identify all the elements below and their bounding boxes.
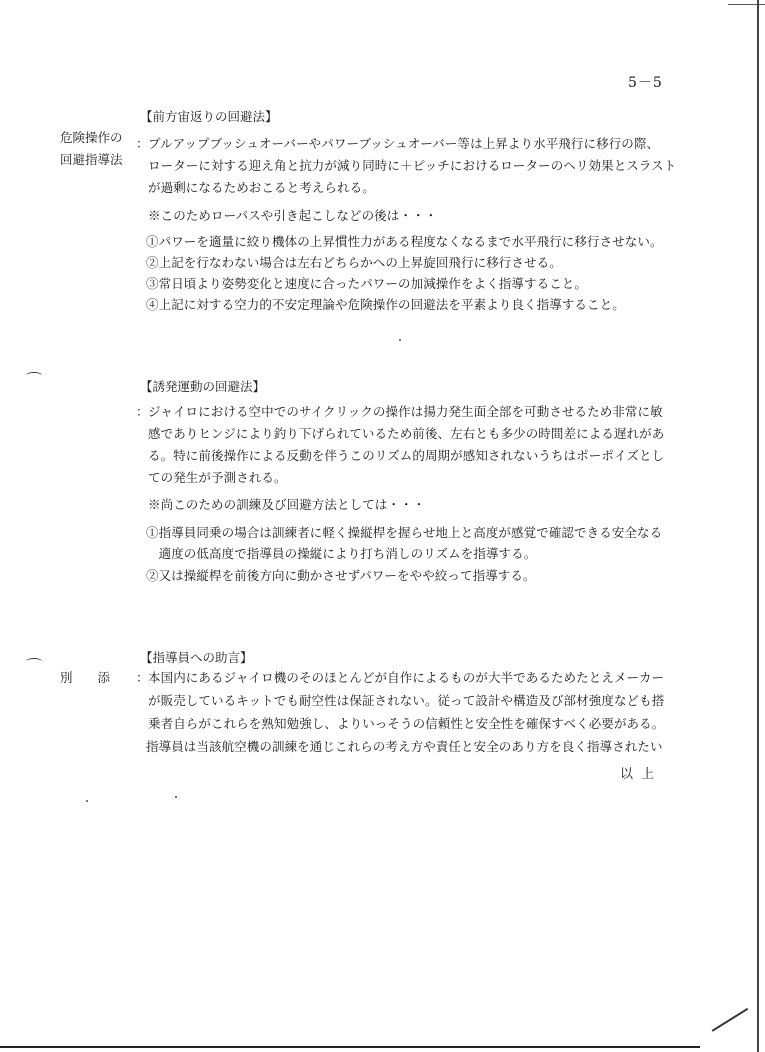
section2-item: ①指導員同乗の場合は訓練者に軽く操縦桿を握らせ地上と高度が感覚で確認できる安全なる xyxy=(146,525,663,540)
section3-colon: ： xyxy=(136,670,149,685)
section2-colon: ： xyxy=(136,404,149,419)
section2-para-line: ての発生が予測される。 xyxy=(148,470,287,485)
section2-para-line: 感でありヒンジにより釣り下げられているため前後、左右とも多少の時間差による遅れがあ xyxy=(148,426,665,441)
scan-bottom-edge xyxy=(0,1046,700,1048)
section1-side-label-1: 危険操作の xyxy=(60,130,123,145)
scan-speck xyxy=(175,796,177,798)
scan-corner-mark xyxy=(712,1008,748,1032)
section1-item: ③常日頃より姿勢変化と速度に合ったパワーの加減操作をよく指導すること。 xyxy=(146,276,588,291)
section1-para-line: プルアップブッシュオーバーやパワーブッシュオーバー等は上昇より水平飛行に移行の際、 xyxy=(148,136,660,151)
section1-para-line: ローターに対する迎え角と抗力が減り同時に＋ピッチにおけるローターのヘリ効果とスラスト xyxy=(148,158,677,173)
section3-para-line: 指導員は当該航空機の訓練を通じこれらの考え方や責任と安全のあり方を良く指導されたい xyxy=(146,739,663,754)
section2-para-line: る。特に前後操作による反動を伴うこのリズム的周期が感知されないうちはポーポイズとし xyxy=(148,448,665,463)
section1-heading: 【前方宙返りの回避法】 xyxy=(140,109,278,124)
section1-note: ※このためローパスや引き起こしなどの後は・・・ xyxy=(148,208,438,223)
scan-edge-mark xyxy=(728,4,765,5)
scan-speck xyxy=(86,800,88,802)
section1-item: ②上記を行なわない場合は左右どちらかへの上昇旋回飛行に移行させる。 xyxy=(146,255,562,270)
section1-para-line: が過剰になるためおこると考えられる。 xyxy=(148,180,375,195)
section3-heading: 【指導員への助言】 xyxy=(140,650,253,665)
margin-mark xyxy=(26,658,42,665)
scan-speck xyxy=(399,339,401,341)
section2-item: 適度の低高度で指導員の操縦により打ち消しのリズムを指導する。 xyxy=(146,546,537,561)
section3-para-line: 乗者自らがこれらを熟知勉強し、よりいっそうの信頼性と安全性を確保すべく必要がある。 xyxy=(148,716,665,731)
page-number: 5－5 xyxy=(628,75,663,91)
section1-item: ①パワーを適量に絞り機体の上昇慣性力がある程度なくなるまで水平飛行に移行させない。 xyxy=(146,234,663,249)
closing-remark: 以上 xyxy=(620,767,663,782)
section2-heading: 【誘発運動の回避法】 xyxy=(140,379,266,394)
section1-item: ④上記に対する空力的不安定理論や危険操作の回避法を平素より良く指導すること。 xyxy=(146,297,625,312)
margin-mark xyxy=(26,372,42,379)
section2-note: ※尚このための訓練及び回避方法としては・・・ xyxy=(148,497,426,512)
section3-side-label: 別 添 xyxy=(60,670,111,685)
section3-para-line: が販売しているキットでも耐空性は保証されない。従って設計や構造及び部材強度なども搭 xyxy=(148,693,665,708)
section1-side-label-2: 回避指導法 xyxy=(60,152,123,167)
scan-right-edge xyxy=(757,0,759,1052)
section1-colon: ： xyxy=(136,136,149,151)
section2-para-line: ジャイロにおける空中でのサイクリックの操作は揚力発生面全部を可動させるため非常に敏 xyxy=(148,404,663,419)
section2-item: ②又は操縦桿を前後方向に動かさせずパワーをやや絞って指導する。 xyxy=(146,568,536,583)
section3-para-line: 本国内にあるジャイロ機のそのほとんどが自作によるものが大半であるためたとえメーカー xyxy=(148,670,665,685)
